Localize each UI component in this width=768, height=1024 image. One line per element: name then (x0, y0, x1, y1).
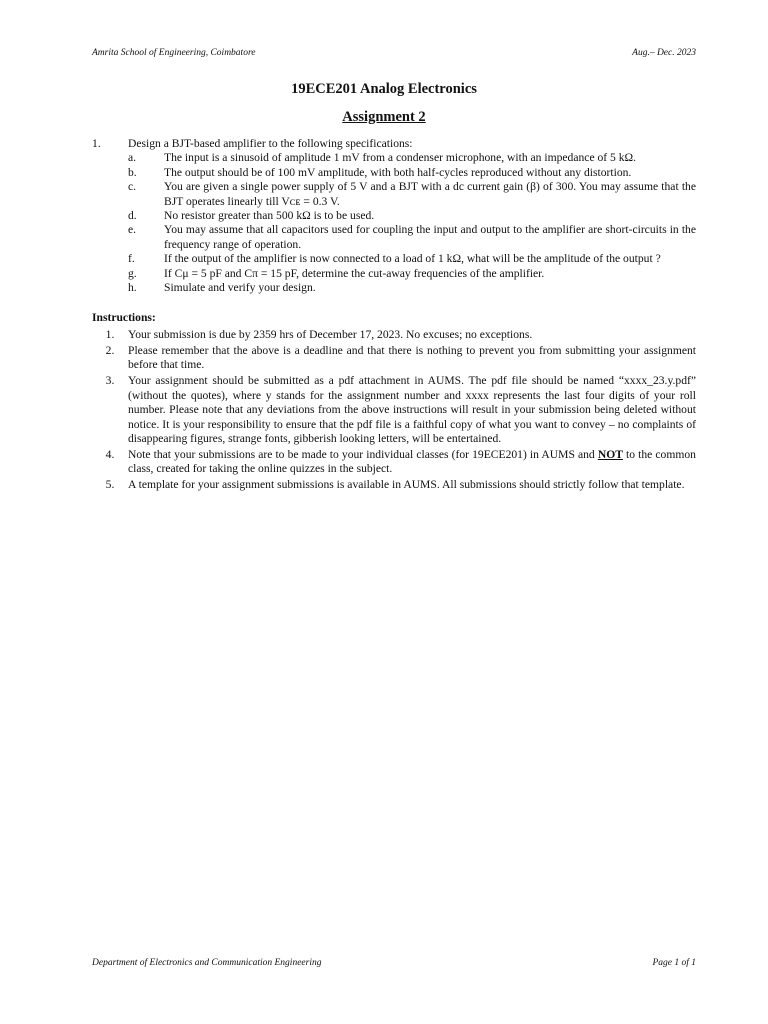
spec-text: The output should be of 100 mV amplitude, with both half-cycles reproduced without any distortion. (164, 165, 632, 179)
spec-text: No resistor greater than 500 kΩ is to be used. (164, 209, 375, 223)
instruction-text: Please remember that the above is a deadline and that there is nothing to prevent you from submitting your assignment before that time. (128, 343, 696, 372)
instruction-text: Your submission is due by 2359 hrs of December 17, 2023. No excuses; no exceptions. (128, 327, 533, 341)
spec-item-f (128, 252, 696, 266)
spec-letter: a. (128, 151, 137, 165)
emphasis-not: NOT (597, 447, 623, 461)
instruction-item-1 (92, 328, 696, 342)
spec-letter: f. (128, 252, 135, 266)
instruction-item-3 (92, 374, 696, 446)
instruction-number: 2. (105, 343, 115, 357)
instruction-text-after: to the common class, created for taking the online quizzes in the subject. (128, 447, 696, 476)
spec-text: You are given a single power supply of 5 V and a BJT with a dc current gain (β) of 300. You may assume that the BJT operates linearly till Vᴄᴇ = 0.3 V. (164, 180, 696, 208)
header-institution: Amrita School of Engineering, Coimbatore (92, 48, 256, 58)
instruction-number: 3. (105, 374, 115, 388)
spec-letter: c. (128, 180, 137, 194)
question-number: 1. (92, 137, 101, 150)
spec-item-h (128, 281, 696, 295)
instruction-text (128, 448, 696, 477)
instruction-item-2 (92, 344, 696, 373)
page-header (92, 48, 696, 58)
spec-item-b (128, 166, 696, 180)
spec-letter: d. (128, 209, 137, 223)
spec-item-d (128, 209, 696, 223)
instruction-item-5 (92, 478, 696, 492)
assignment-title: Assignment 2 (342, 109, 426, 125)
page-footer (92, 958, 696, 968)
header-term: Aug.– Dec. 2023 (632, 48, 696, 58)
instruction-number: 4. (105, 447, 115, 461)
instruction-text: A template for your assignment submissions is available in AUMS. All submissions should strictly follow that template. (128, 478, 685, 492)
spec-text: If the output of the amplifier is now connected to a load of 1 kΩ, what will be the amplitude of the output ? (164, 252, 661, 266)
instructions-list (92, 328, 696, 493)
question-intro: Design a BJT-based amplifier to the following specifications: (128, 137, 413, 150)
spec-letter: b. (128, 165, 137, 179)
instruction-text: Your assignment should be submitted as a pdf attachment in AUMS. The pdf file should be named “xxxx_23.y.pdf” (without the quotes), where y stands for the assignment number and xxxx represents the last four digits of your roll number. Please note that any deviations from the above instructions will result in your submission being deleted without notice. It is your responsibility to ensure that the pdf file is a faithful copy of what you want to convey – no complaints of disappearing figures, strange fonts, gibberish looking letters, will be entertained. (128, 374, 696, 445)
footer-department: Department of Electronics and Communication Engineering (92, 958, 322, 968)
spec-letter: e. (128, 223, 137, 237)
instruction-number: 5. (105, 478, 115, 492)
instruction-text-before: Note that your submissions are to be made to your individual classes (for 19ECE201) in AUMS and (128, 447, 595, 461)
footer-page-number: Page 1 of 1 (652, 958, 696, 968)
spec-letter: g. (128, 266, 137, 280)
spec-text: The input is a sinusoid of amplitude 1 mV from a condenser microphone, with an impedance of 5 kΩ. (164, 151, 637, 165)
instruction-item-4 (92, 448, 696, 477)
specification-list (128, 151, 696, 295)
question-1 (92, 137, 696, 151)
spec-text: Simulate and verify your design. (164, 281, 316, 295)
document-body (92, 137, 696, 494)
spec-item-g (128, 267, 696, 281)
spec-item-a (128, 151, 696, 165)
spec-item-c (128, 180, 696, 209)
instructions-heading: Instructions: (92, 311, 156, 325)
spec-item-e (128, 223, 696, 252)
spec-text: You may assume that all capacitors used for coupling the input and output to the amplifier are short-circuits in the frequency range of operation. (164, 223, 696, 251)
course-title: 19ECE201 Analog Electronics (291, 81, 477, 97)
instruction-number: 1. (105, 327, 115, 341)
spec-letter: h. (128, 281, 137, 295)
spec-text: If Cμ = 5 pF and Cπ = 15 pF, determine the cut-away frequencies of the amplifier. (164, 266, 545, 280)
